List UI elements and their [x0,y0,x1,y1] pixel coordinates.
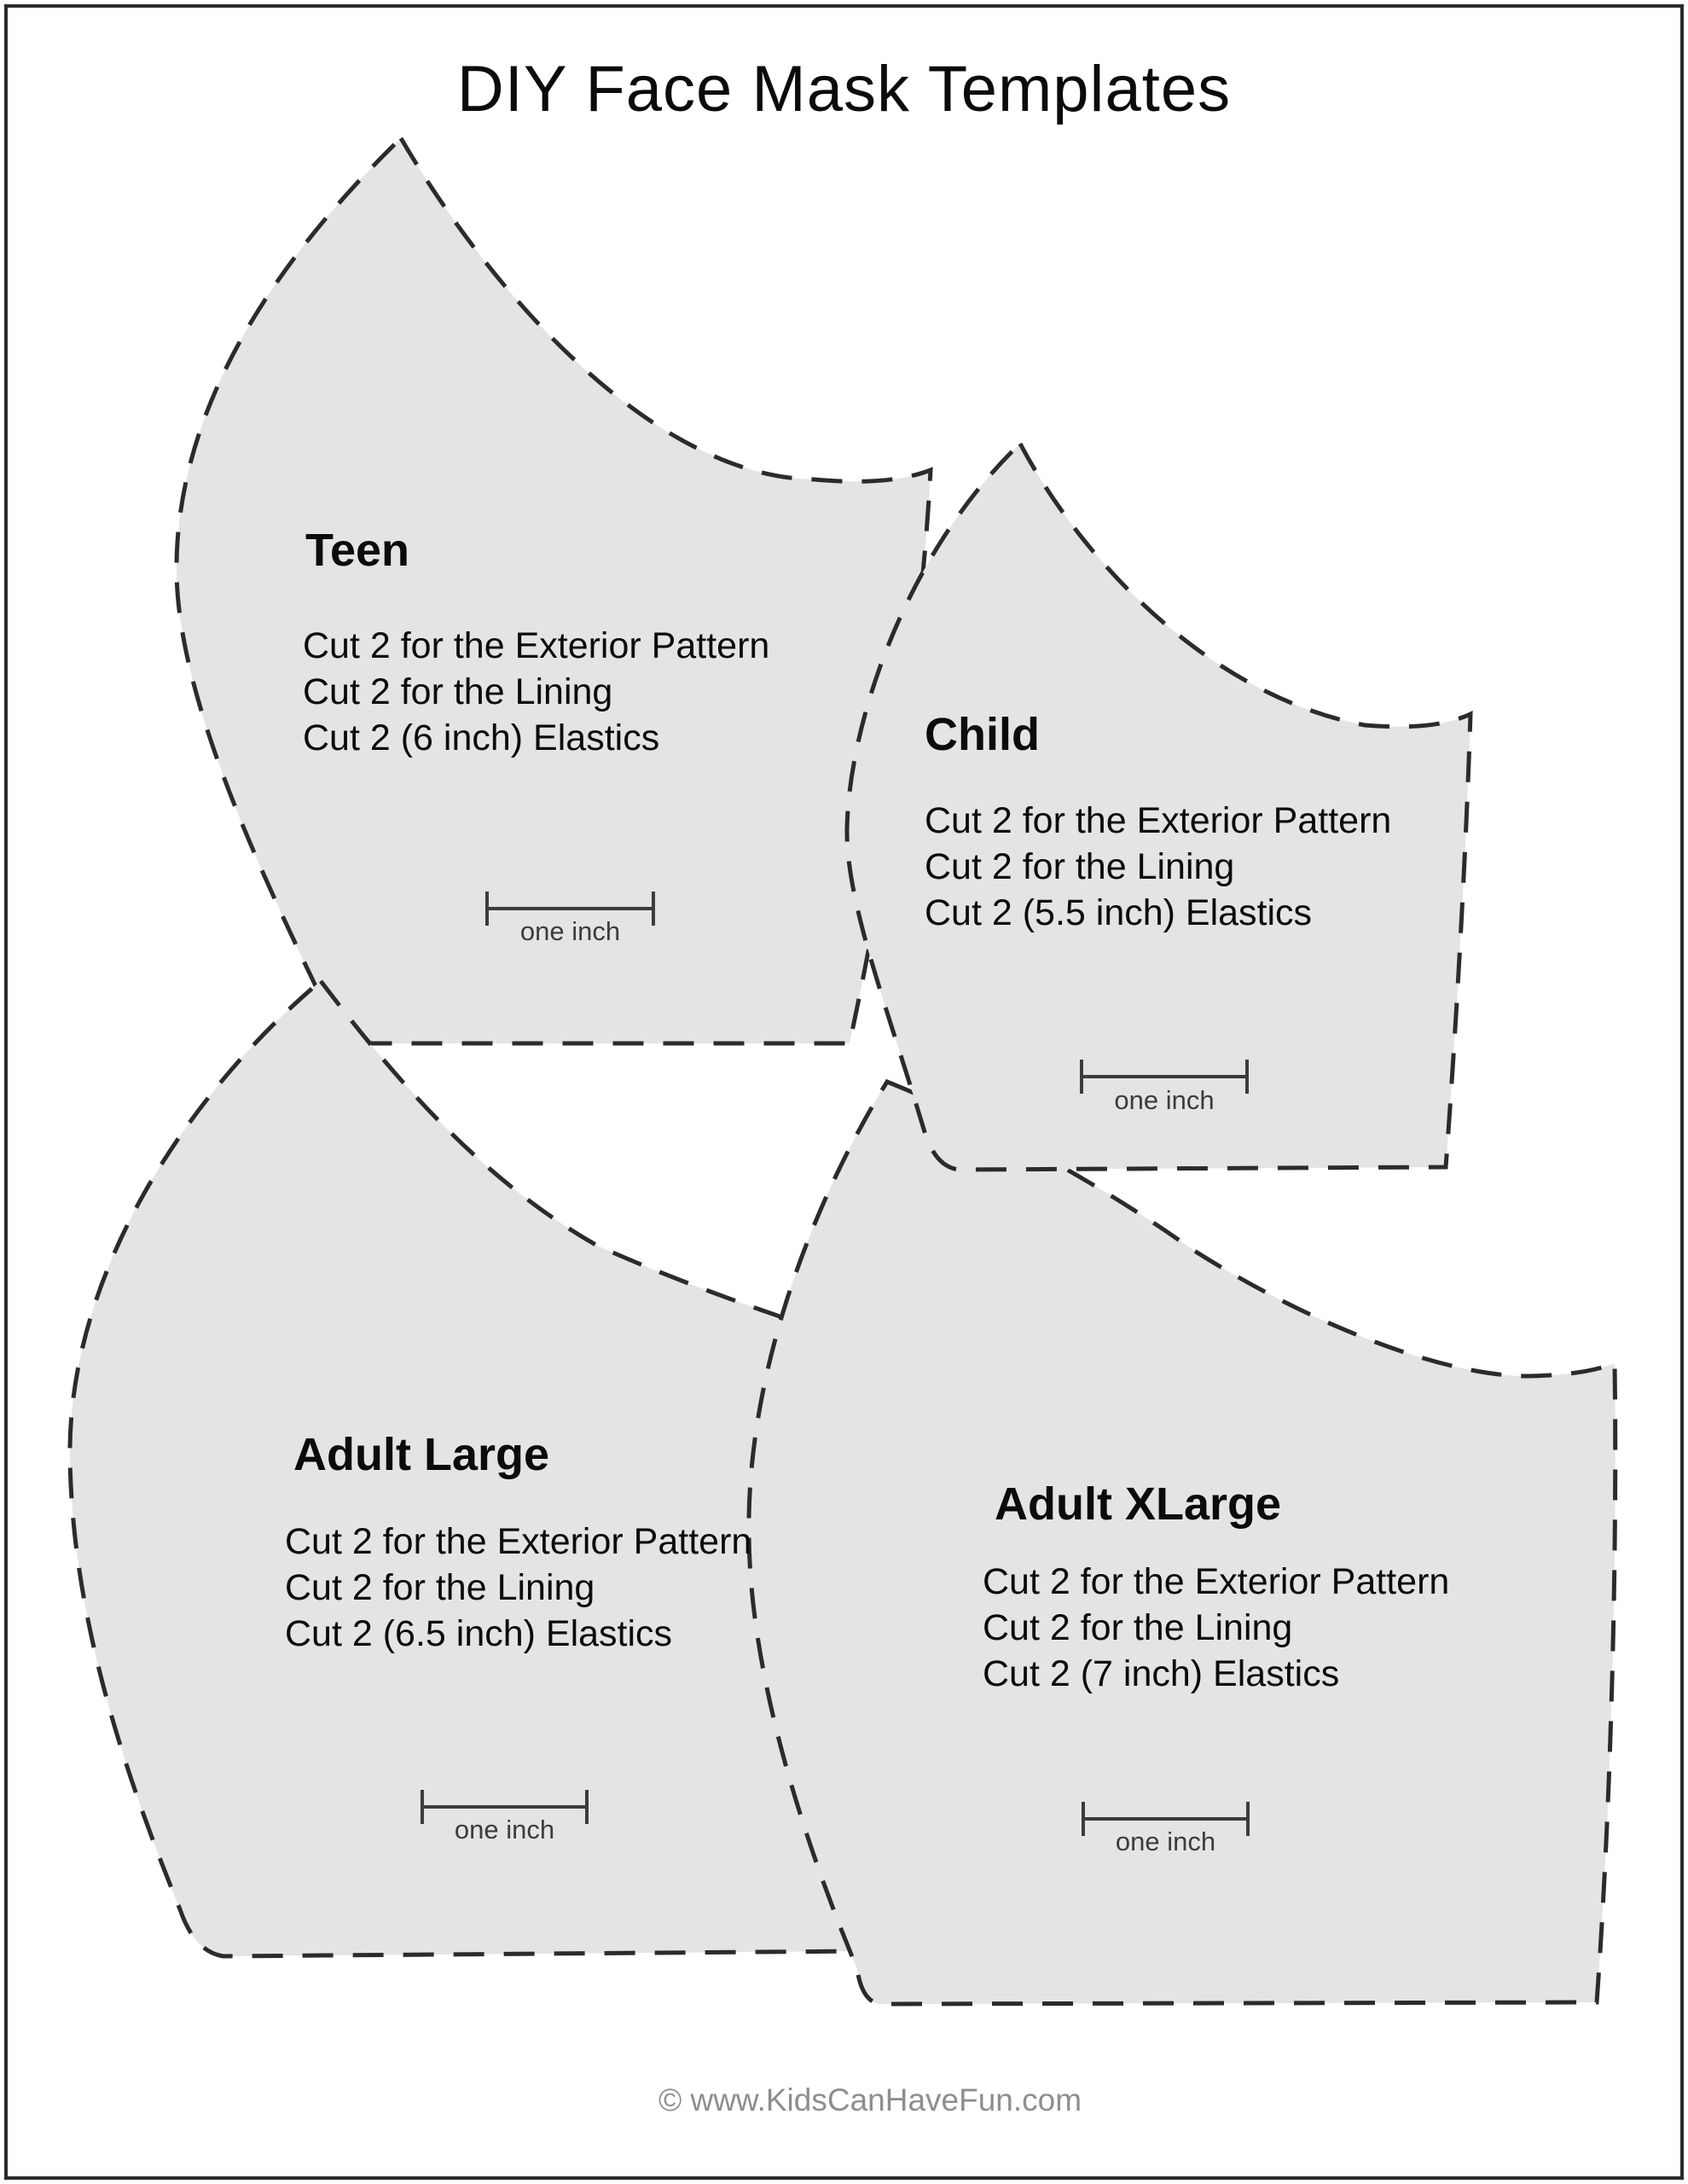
adult-large-instruction-line-1: Cut 2 for the Exterior Pattern [285,1521,752,1562]
adult-xlarge-instructions [983,1559,1449,1697]
child-instruction-line-1: Cut 2 for the Exterior Pattern [925,800,1392,841]
teen-instruction-line-1: Cut 2 for the Exterior Pattern [303,625,770,666]
teen-one-inch-label: one inch [519,916,621,946]
adult-xlarge-instruction-line-3: Cut 2 (7 inch) Elastics [983,1653,1340,1694]
teen-instruction-line-3: Cut 2 (6 inch) Elastics [303,717,660,758]
adult-large-heading: Adult Large [293,1429,550,1480]
teen-instructions [303,623,769,761]
adult-xlarge-heading: Adult XLarge [995,1478,1282,1530]
adult-large-instructions [285,1519,751,1657]
adult-xlarge-one-inch-label: one inch [1115,1827,1216,1856]
adult-large-instruction-line-3: Cut 2 (6.5 inch) Elastics [285,1613,673,1654]
adult-xlarge-pattern-shape [749,1082,1615,2004]
teen-heading: Teen [305,525,410,576]
child-instructions [925,798,1391,936]
child-one-inch-label: one inch [1114,1085,1215,1115]
page-title: DIY Face Mask Templates [456,53,1232,125]
adult-large-instruction-line-2: Cut 2 for the Lining [285,1567,595,1608]
copyright-text: © www.KidsCanHaveFun.com [658,2082,1082,2117]
teen-instruction-line-2: Cut 2 for the Lining [303,671,613,712]
adult-large-one-inch-label: one inch [454,1815,555,1844]
adult-xlarge-instruction-line-1: Cut 2 for the Exterior Pattern [983,1561,1450,1602]
child-instruction-line-2: Cut 2 for the Lining [925,846,1235,887]
child-heading: Child [925,709,1040,760]
adult-xlarge-instruction-line-2: Cut 2 for the Lining [983,1607,1293,1648]
child-instruction-line-3: Cut 2 (5.5 inch) Elastics [925,892,1313,933]
